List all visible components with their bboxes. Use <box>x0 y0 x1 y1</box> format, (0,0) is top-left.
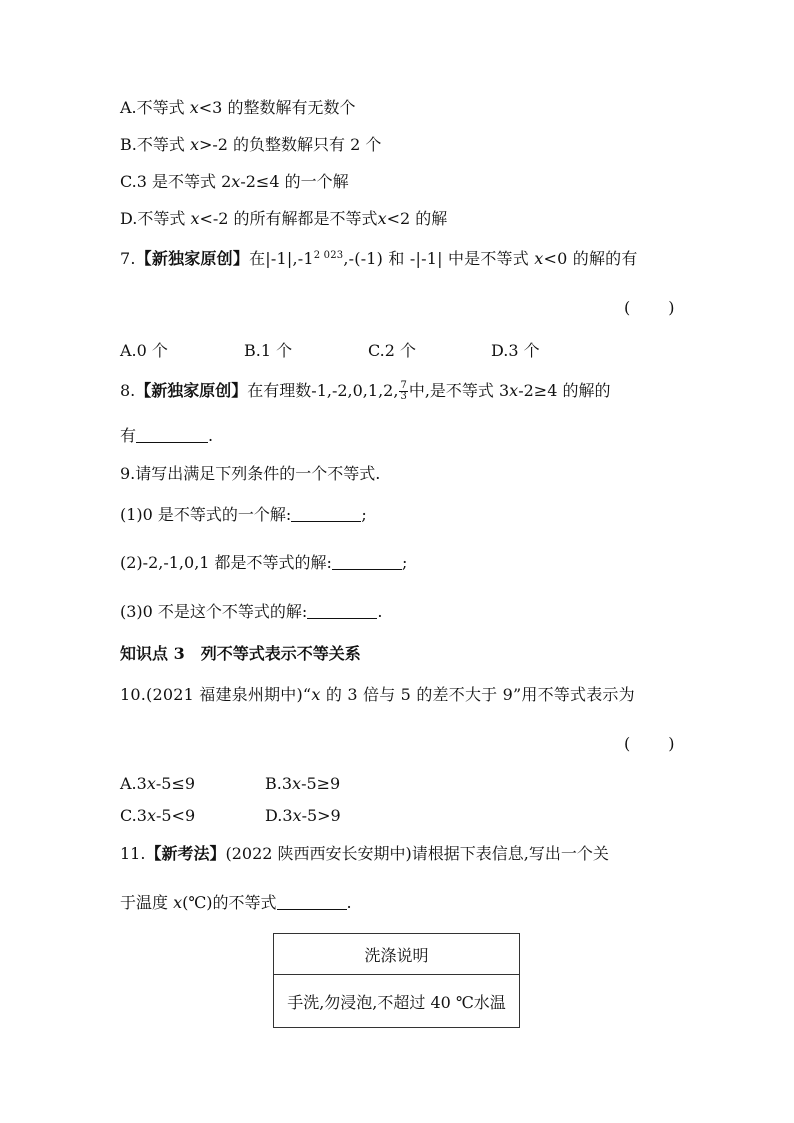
variable: x <box>146 774 156 793</box>
answer-blank[interactable] <box>332 553 402 570</box>
text: <2 的解 <box>386 209 448 228</box>
fraction-numerator: 7 <box>400 380 407 391</box>
question-number: 11. <box>120 844 146 863</box>
q9-part3 <box>120 601 382 623</box>
section-heading: 知识点 3 列不等式表示不等关系 <box>120 644 361 663</box>
variable: x <box>146 806 156 825</box>
text: -5>9 <box>301 806 341 825</box>
variable: x <box>509 381 519 400</box>
q6-option-a <box>120 97 355 119</box>
q11-stem <box>120 843 609 865</box>
text: (℃)的不等式 <box>182 893 277 912</box>
text: <-2 的所有解都是不等式 <box>199 209 378 228</box>
table-cell: 手洗,勿浸泡,不超过 40 ℃水温 <box>274 975 520 1028</box>
text: (1)0 是不等式的一个解: <box>120 505 292 524</box>
text: C.3 <box>120 806 147 825</box>
variable: x <box>377 209 387 228</box>
q10-option-a <box>120 773 195 795</box>
text: ; <box>401 553 408 572</box>
q7-option-d: D.3 个 <box>491 341 540 360</box>
text: 的 3 倍与 5 的差不大于 9”用不等式表示为 <box>320 685 635 704</box>
text: . <box>346 893 352 912</box>
q6-option-d <box>120 208 447 230</box>
text: A.不等式 <box>120 98 190 117</box>
answer-blank[interactable] <box>136 426 208 443</box>
fraction <box>399 381 407 402</box>
text: -5≥9 <box>301 774 341 793</box>
q10-stem <box>120 684 635 706</box>
text: 在有理数-1,-2,0,1,2, <box>247 381 399 400</box>
answer-blank[interactable] <box>277 893 347 910</box>
text: B.不等式 <box>120 135 190 154</box>
bracket-open: ( <box>624 298 631 317</box>
text: D.3 <box>265 806 293 825</box>
q10-option-c <box>120 805 195 827</box>
variable: x <box>292 806 302 825</box>
text: . <box>377 602 383 621</box>
bracket-open: ( <box>624 734 631 753</box>
text: (3)0 不是这个不等式的解: <box>120 602 308 621</box>
variable: x <box>311 685 321 704</box>
question-number: 8. <box>120 381 136 400</box>
question-number: 7. <box>120 249 136 268</box>
text: -2≥4 的解的 <box>518 381 611 400</box>
bracket-close: ) <box>668 734 675 753</box>
text: 于温度 <box>120 893 174 912</box>
text: . <box>208 426 214 445</box>
variable: x <box>534 249 544 268</box>
text: 在|-1|,-1 <box>249 249 314 268</box>
q9-stem: 9.请写出满足下列条件的一个不等式. <box>120 464 381 483</box>
question-tag: 【新独家原创】 <box>135 249 250 268</box>
text: -2≤4 的一个解 <box>240 172 349 191</box>
question-tag: 【新独家原创】 <box>135 381 248 400</box>
q8-stem <box>120 380 610 402</box>
bracket-close: ) <box>668 298 675 317</box>
text: -5<9 <box>155 806 196 825</box>
table-header-cell: 洗涤说明 <box>274 934 520 975</box>
text: 中,是不等式 3 <box>408 381 510 400</box>
variable: x <box>231 172 241 191</box>
variable: x <box>173 893 183 912</box>
text: ,-(-1) 和 -|-1| 中是不等式 <box>343 249 535 268</box>
text: ; <box>361 505 367 524</box>
text: A.3 <box>120 774 147 793</box>
text: D.不等式 <box>120 209 191 228</box>
exponent: 2 023 <box>313 250 344 261</box>
q6-option-c <box>120 171 349 193</box>
text: 10.(2021 福建泉州期中)“ <box>120 685 312 704</box>
question-tag: 【新考法】 <box>145 844 226 863</box>
washing-instruction-table <box>273 933 520 1028</box>
q10-option-d <box>265 805 341 827</box>
q9-part1 <box>120 504 367 526</box>
q10-option-b <box>265 773 340 795</box>
text: (2)-2,-1,0,1 都是不等式的解: <box>120 553 332 572</box>
variable: x <box>190 209 200 228</box>
variable: x <box>189 98 199 117</box>
q8-line2 <box>120 425 213 447</box>
text: <0 的解的有 <box>543 249 638 268</box>
q10-answer-bracket[interactable] <box>624 733 675 755</box>
text: C.3 是不等式 2 <box>120 172 232 191</box>
text: (2022 陕西西安长安期中)请根据下表信息,写出一个关 <box>225 844 609 863</box>
q9-part2 <box>120 552 407 574</box>
q7-answer-bracket[interactable] <box>624 297 675 319</box>
q7-option-a: A.0 个 <box>120 341 168 360</box>
q11-line2 <box>120 892 352 914</box>
q7-option-b: B.1 个 <box>244 341 293 360</box>
text: 有 <box>120 426 137 445</box>
answer-blank[interactable] <box>307 602 377 619</box>
answer-blank[interactable] <box>291 505 361 522</box>
q7-stem <box>120 248 638 270</box>
q7-option-c: C.2 个 <box>368 341 417 360</box>
fraction-denominator: 3 <box>400 391 407 402</box>
text: <3 的整数解有无数个 <box>198 98 356 117</box>
text: -5≤9 <box>155 774 196 793</box>
variable: x <box>189 135 199 154</box>
text: B.3 <box>265 774 293 793</box>
q6-option-b <box>120 134 381 156</box>
table-header-row <box>274 934 520 975</box>
text: >-2 的负整数解只有 2 个 <box>198 135 382 154</box>
variable: x <box>292 774 302 793</box>
table-row <box>274 975 520 1028</box>
